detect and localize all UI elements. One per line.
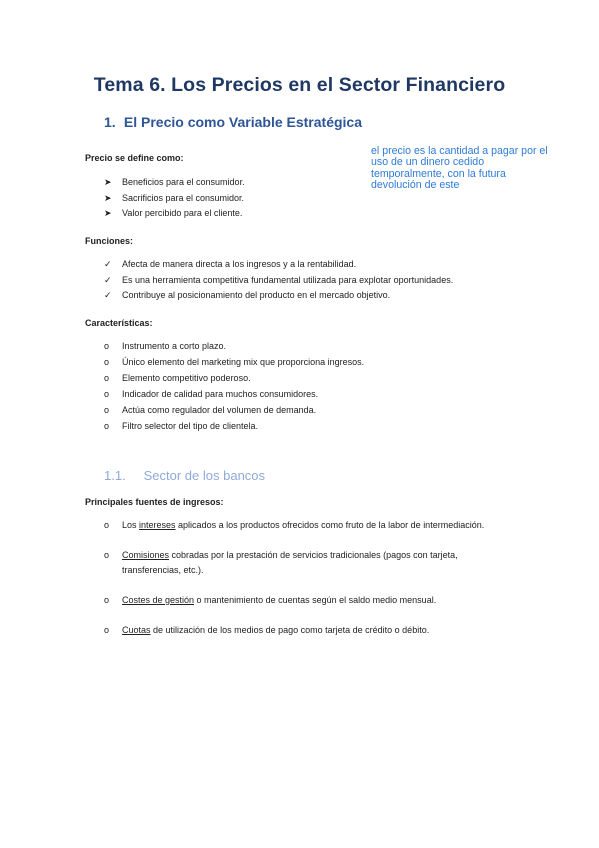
- circle-bullet-icon: o: [104, 405, 110, 415]
- list-item: o Filtro selector del tipo de clientela.: [104, 421, 259, 431]
- comment-note: el precio es la cantidad a pagar por el uso de un dinero cedido temporalmente, con la futura devolución de este: [371, 145, 548, 192]
- underlined-term: intereses: [139, 520, 176, 530]
- section-1-title: El Precio como Variable Estratégica: [123, 114, 362, 130]
- underlined-term: Cuotas: [122, 625, 151, 635]
- section-1-1-number: 1.1.: [104, 468, 126, 483]
- list-item: o Costes de gestión o mantenimiento de cuentas según el saldo medio mensual.: [104, 593, 512, 608]
- section-1-1-heading: [104, 468, 265, 483]
- list-item: o Instrumento a corto plazo.: [104, 341, 227, 351]
- list-item: ➤ Sacrificios para el consumidor.: [104, 192, 245, 203]
- list-item: o Indicador de calidad para muchos consumidores.: [104, 389, 319, 399]
- section-1-1-title: Sector de los bancos: [143, 468, 266, 483]
- list-item: o Cuotas de utilización de los medios de pago como tarjeta de crédito o débito.: [104, 623, 512, 638]
- underlined-term: Costes de gestión: [122, 595, 195, 605]
- list-item: ✓ Es una herramienta competitiva fundamental utilizada para explotar oportunidades.: [104, 274, 454, 285]
- circle-bullet-icon: o: [104, 595, 110, 605]
- list-item: o Comisiones cobradas por la prestación de servicios tradicionales (pagos con tarjeta, transferencias, etc.).: [104, 550, 458, 575]
- list-item: o Único elemento del marketing mix que proporciona ingresos.: [104, 357, 365, 367]
- section-1-number: 1.: [104, 114, 116, 130]
- check-bullet-icon: ✓: [104, 290, 112, 301]
- underlined-term: Comisiones: [122, 550, 170, 560]
- list-item: o Elemento competitivo poderoso.: [104, 373, 251, 383]
- check-bullet-icon: ✓: [104, 259, 112, 269]
- precio-list: [104, 175, 245, 222]
- ingresos-label: Principales fuentes de ingresos:: [85, 497, 224, 507]
- arrow-bullet-icon: ➤: [104, 208, 112, 219]
- circle-bullet-icon: o: [104, 421, 110, 431]
- circle-bullet-icon: o: [104, 625, 110, 635]
- list-item: ➤ Valor percibido para el cliente.: [104, 208, 243, 219]
- arrow-bullet-icon: ➤: [104, 192, 112, 203]
- funciones-label: Funciones:: [85, 236, 134, 246]
- arrow-bullet-icon: ➤: [104, 177, 112, 187]
- circle-bullet-icon: o: [104, 341, 110, 351]
- funciones-list: [104, 257, 453, 304]
- ingresos-list: [104, 518, 512, 653]
- circle-bullet-icon: o: [104, 520, 110, 530]
- list-item: o Los intereses aplicados a los productos ofrecidos como fruto de la labor de intermediación.: [104, 518, 512, 533]
- document-title: Tema 6. Los Precios en el Sector Financiero: [93, 74, 506, 96]
- circle-bullet-icon: o: [104, 550, 110, 560]
- list-item: ➤ Beneficios para el consumidor.: [104, 177, 245, 187]
- circle-bullet-icon: o: [104, 373, 110, 383]
- circle-bullet-icon: o: [104, 389, 110, 399]
- list-item: ✓ Afecta de manera directa a los ingresos y a la rentabilidad.: [104, 259, 357, 269]
- caracteristicas-label: Características:: [85, 318, 153, 328]
- circle-bullet-icon: o: [104, 357, 110, 367]
- caracteristicas-list: [104, 339, 364, 435]
- precio-label: Precio se define como:: [85, 153, 184, 163]
- list-item: o Actúa como regulador del volumen de demanda.: [104, 405, 317, 415]
- check-bullet-icon: ✓: [104, 274, 112, 285]
- list-item: ✓ Contribuye al posicionamiento del producto en el mercado objetivo.: [104, 290, 391, 301]
- section-1-heading: [104, 114, 362, 130]
